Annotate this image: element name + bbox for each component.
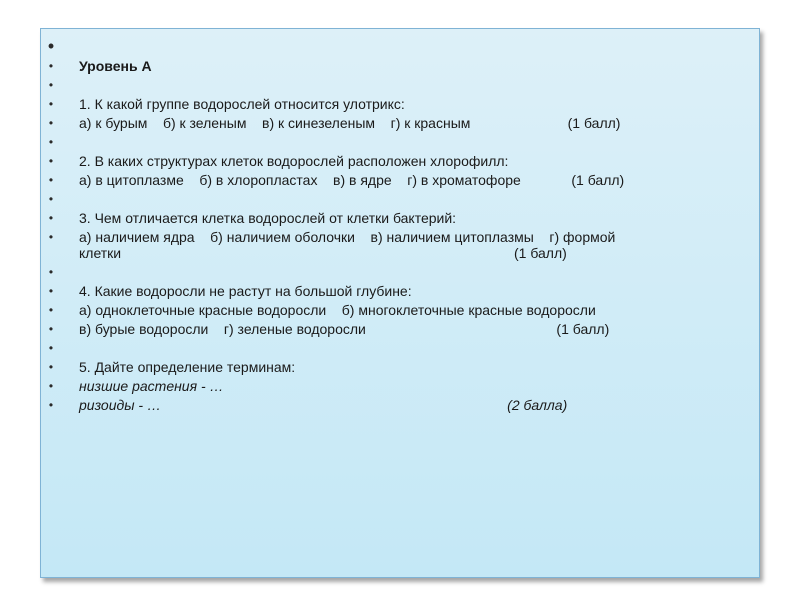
bullet-icon: •	[48, 78, 54, 92]
bullet-icon: •	[48, 211, 54, 225]
list-item	[41, 210, 759, 226]
bullet-icon: •	[48, 97, 54, 111]
bullet-icon: •	[48, 154, 54, 168]
list-item	[41, 172, 759, 188]
list-item	[41, 134, 759, 150]
bullet-icon: •	[47, 36, 55, 56]
answers-1: а) к бурым б) к зеленым в) к синезеленым г) к красным (1 балл)	[79, 115, 621, 131]
bullet-icon: •	[48, 135, 54, 149]
list-item	[41, 340, 759, 356]
list-item	[41, 36, 759, 56]
list-item	[41, 153, 759, 169]
bullet-icon: •	[48, 341, 54, 355]
question-5: 5. Дайте определение терминам:	[79, 359, 296, 375]
answers-4a: а) одноклеточные красные водоросли б) многоклеточные красные водоросли	[79, 302, 596, 318]
list-item	[41, 397, 759, 413]
list-item	[41, 283, 759, 299]
level-heading: Уровень А	[79, 58, 152, 74]
bullet-icon: •	[48, 173, 54, 187]
answers-3: а) наличием ядра б) наличием оболочки в) наличием цитоплазмы г) формой	[79, 229, 616, 245]
bullet-icon: •	[48, 379, 54, 393]
list-item	[41, 229, 759, 261]
bullet-icon: •	[48, 398, 54, 412]
list-item	[41, 302, 759, 318]
list-item	[41, 378, 759, 394]
bullet-icon: •	[48, 322, 54, 336]
question-2: 2. В каких структурах клеток водорослей расположен хлорофилл:	[79, 153, 509, 169]
question-3: 3. Чем отличается клетка водорослей от клетки бактерий:	[79, 210, 457, 226]
list-item	[41, 359, 759, 375]
bullet-icon: •	[48, 59, 54, 73]
question-4: 4. Какие водоросли не растут на большой глубине:	[79, 283, 412, 299]
bullet-icon: •	[48, 284, 54, 298]
term-2: ризоиды - … (2 балла)	[79, 397, 568, 413]
list-item	[41, 264, 759, 280]
slide-panel	[40, 28, 760, 578]
bullet-icon: •	[48, 360, 54, 374]
answers-2: а) в цитоплазме б) в хлоропластах в) в ядре г) в хроматофоре (1 балл)	[79, 172, 625, 188]
bullet-icon: •	[48, 230, 54, 244]
list-item	[41, 321, 759, 337]
bullet-list	[41, 36, 759, 416]
list-item	[41, 191, 759, 207]
list-item	[41, 115, 759, 131]
bullet-icon: •	[48, 116, 54, 130]
bullet-icon: •	[48, 192, 54, 206]
list-item	[41, 58, 759, 74]
bullet-icon: •	[48, 265, 54, 279]
list-item	[41, 96, 759, 112]
question-1: 1. К какой группе водорослей относится улотрикс:	[79, 96, 405, 112]
term-1: низшие растения - …	[79, 378, 224, 394]
bullet-icon: •	[48, 303, 54, 317]
list-item	[41, 77, 759, 93]
answers-4b: в) бурые водоросли г) зеленые водоросли (1 балл)	[79, 321, 610, 337]
answers-3-continued: клетки (1 балл)	[79, 245, 567, 261]
